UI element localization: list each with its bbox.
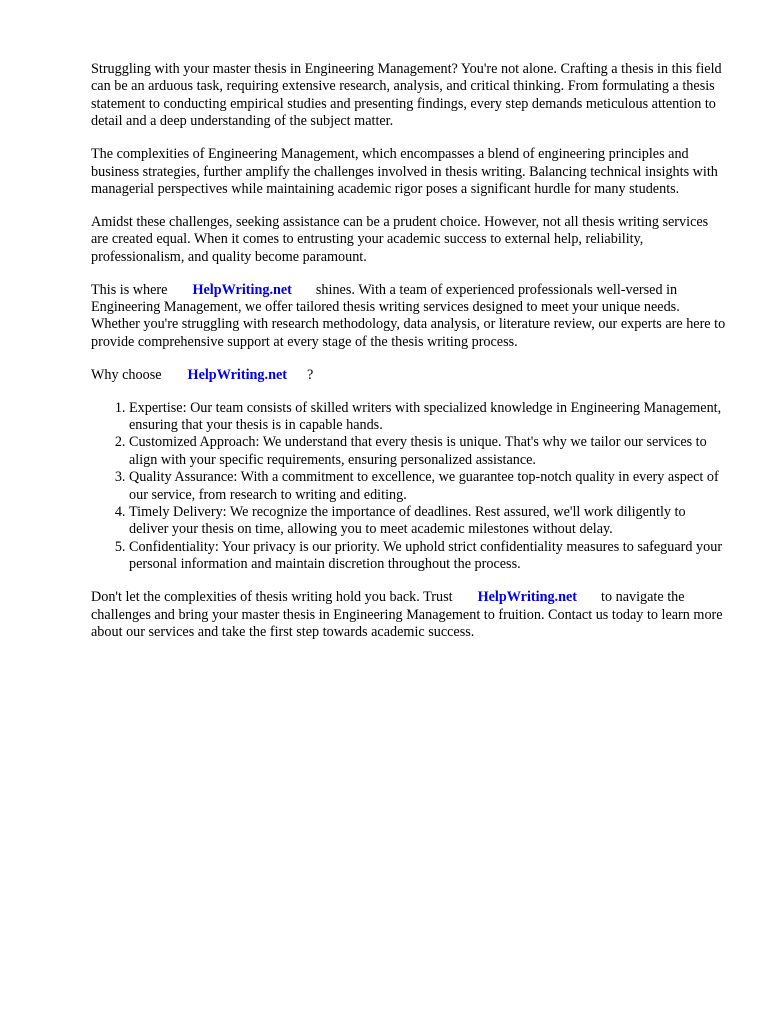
helpwriting-link[interactable]: HelpWriting.net — [477, 589, 578, 606]
service-intro-rest: shines. With a team of experienced professionals well-versed in Engineering Management, we offer tailored thesis writing services designed to meet your unique needs. Whether you're struggling with research methodology, data analysis, or literature review, our experts are here to provide comprehensive support at every stage of the thesis writing process. — [91, 281, 726, 350]
helpwriting-link[interactable]: HelpWriting.net — [192, 281, 292, 298]
reasons-list — [91, 400, 727, 574]
why-choose-heading — [91, 367, 727, 384]
list-item: 4. Timely Delivery: We recognize the importance of deadlines. Rest assured, we'll work diligently to deliver your thesis on time, allowing you to meet academic milestones without delay. — [129, 504, 727, 539]
service-intro-lead: This is where — [91, 281, 168, 298]
document-body — [91, 61, 727, 657]
list-item: 3. Quality Assurance: With a commitment to excellence, we guarantee top-notch quality in every aspect of our service, from research to writing and editing. — [129, 469, 727, 504]
why-choose-lead: Why choose — [91, 366, 162, 383]
why-choose-mark: ? — [306, 366, 314, 383]
helpwriting-link[interactable]: HelpWriting.net — [187, 366, 287, 383]
list-item: 1. Expertise: Our team consists of skilled writers with specialized knowledge in Engineering Management, ensuring that your thesis is in capable hands. — [129, 400, 727, 435]
service-intro-paragraph — [91, 282, 727, 352]
closing-paragraph — [91, 589, 727, 641]
closing-rest: to navigate the challenges and bring your master thesis in Engineering Management to fruition. Contact us today to learn more about our services and take the first step towards academic success. — [91, 589, 723, 640]
intro-paragraph: Struggling with your master thesis in Engineering Management? You're not alone. Crafting a thesis in this field can be an arduous task, requiring extensive research, analysis, and critical thinking. From formulating a thesis statement to conducting empirical studies and presenting findings, every step demands meticulous attention to detail and a deep understanding of the subject matter. — [91, 61, 722, 130]
complexities-paragraph: The complexities of Engineering Management, which encompasses a blend of engineering principles and business strategies, further amplify the challenges involved in thesis writing. Balancing technical insights with managerial perspectives while maintaining academic rigor poses a significant hurdle for many students. — [91, 146, 718, 197]
closing-lead: Don't let the complexities of thesis writing hold you back. Trust — [91, 589, 453, 606]
list-item: 2. Customized Approach: We understand that every thesis is unique. That's why we tailor our services to align with your specific requirements, ensuring personalized assistance. — [129, 434, 727, 469]
list-item: 5. Confidentiality: Your privacy is our priority. We uphold strict confidentiality measures to safeguard your personal information and maintain discretion throughout the process. — [129, 539, 727, 574]
assistance-paragraph: Amidst these challenges, seeking assistance can be a prudent choice. However, not all thesis writing services are created equal. When it comes to entrusting your academic success to external help, reliability, professionalism, and quality become paramount. — [91, 213, 709, 265]
